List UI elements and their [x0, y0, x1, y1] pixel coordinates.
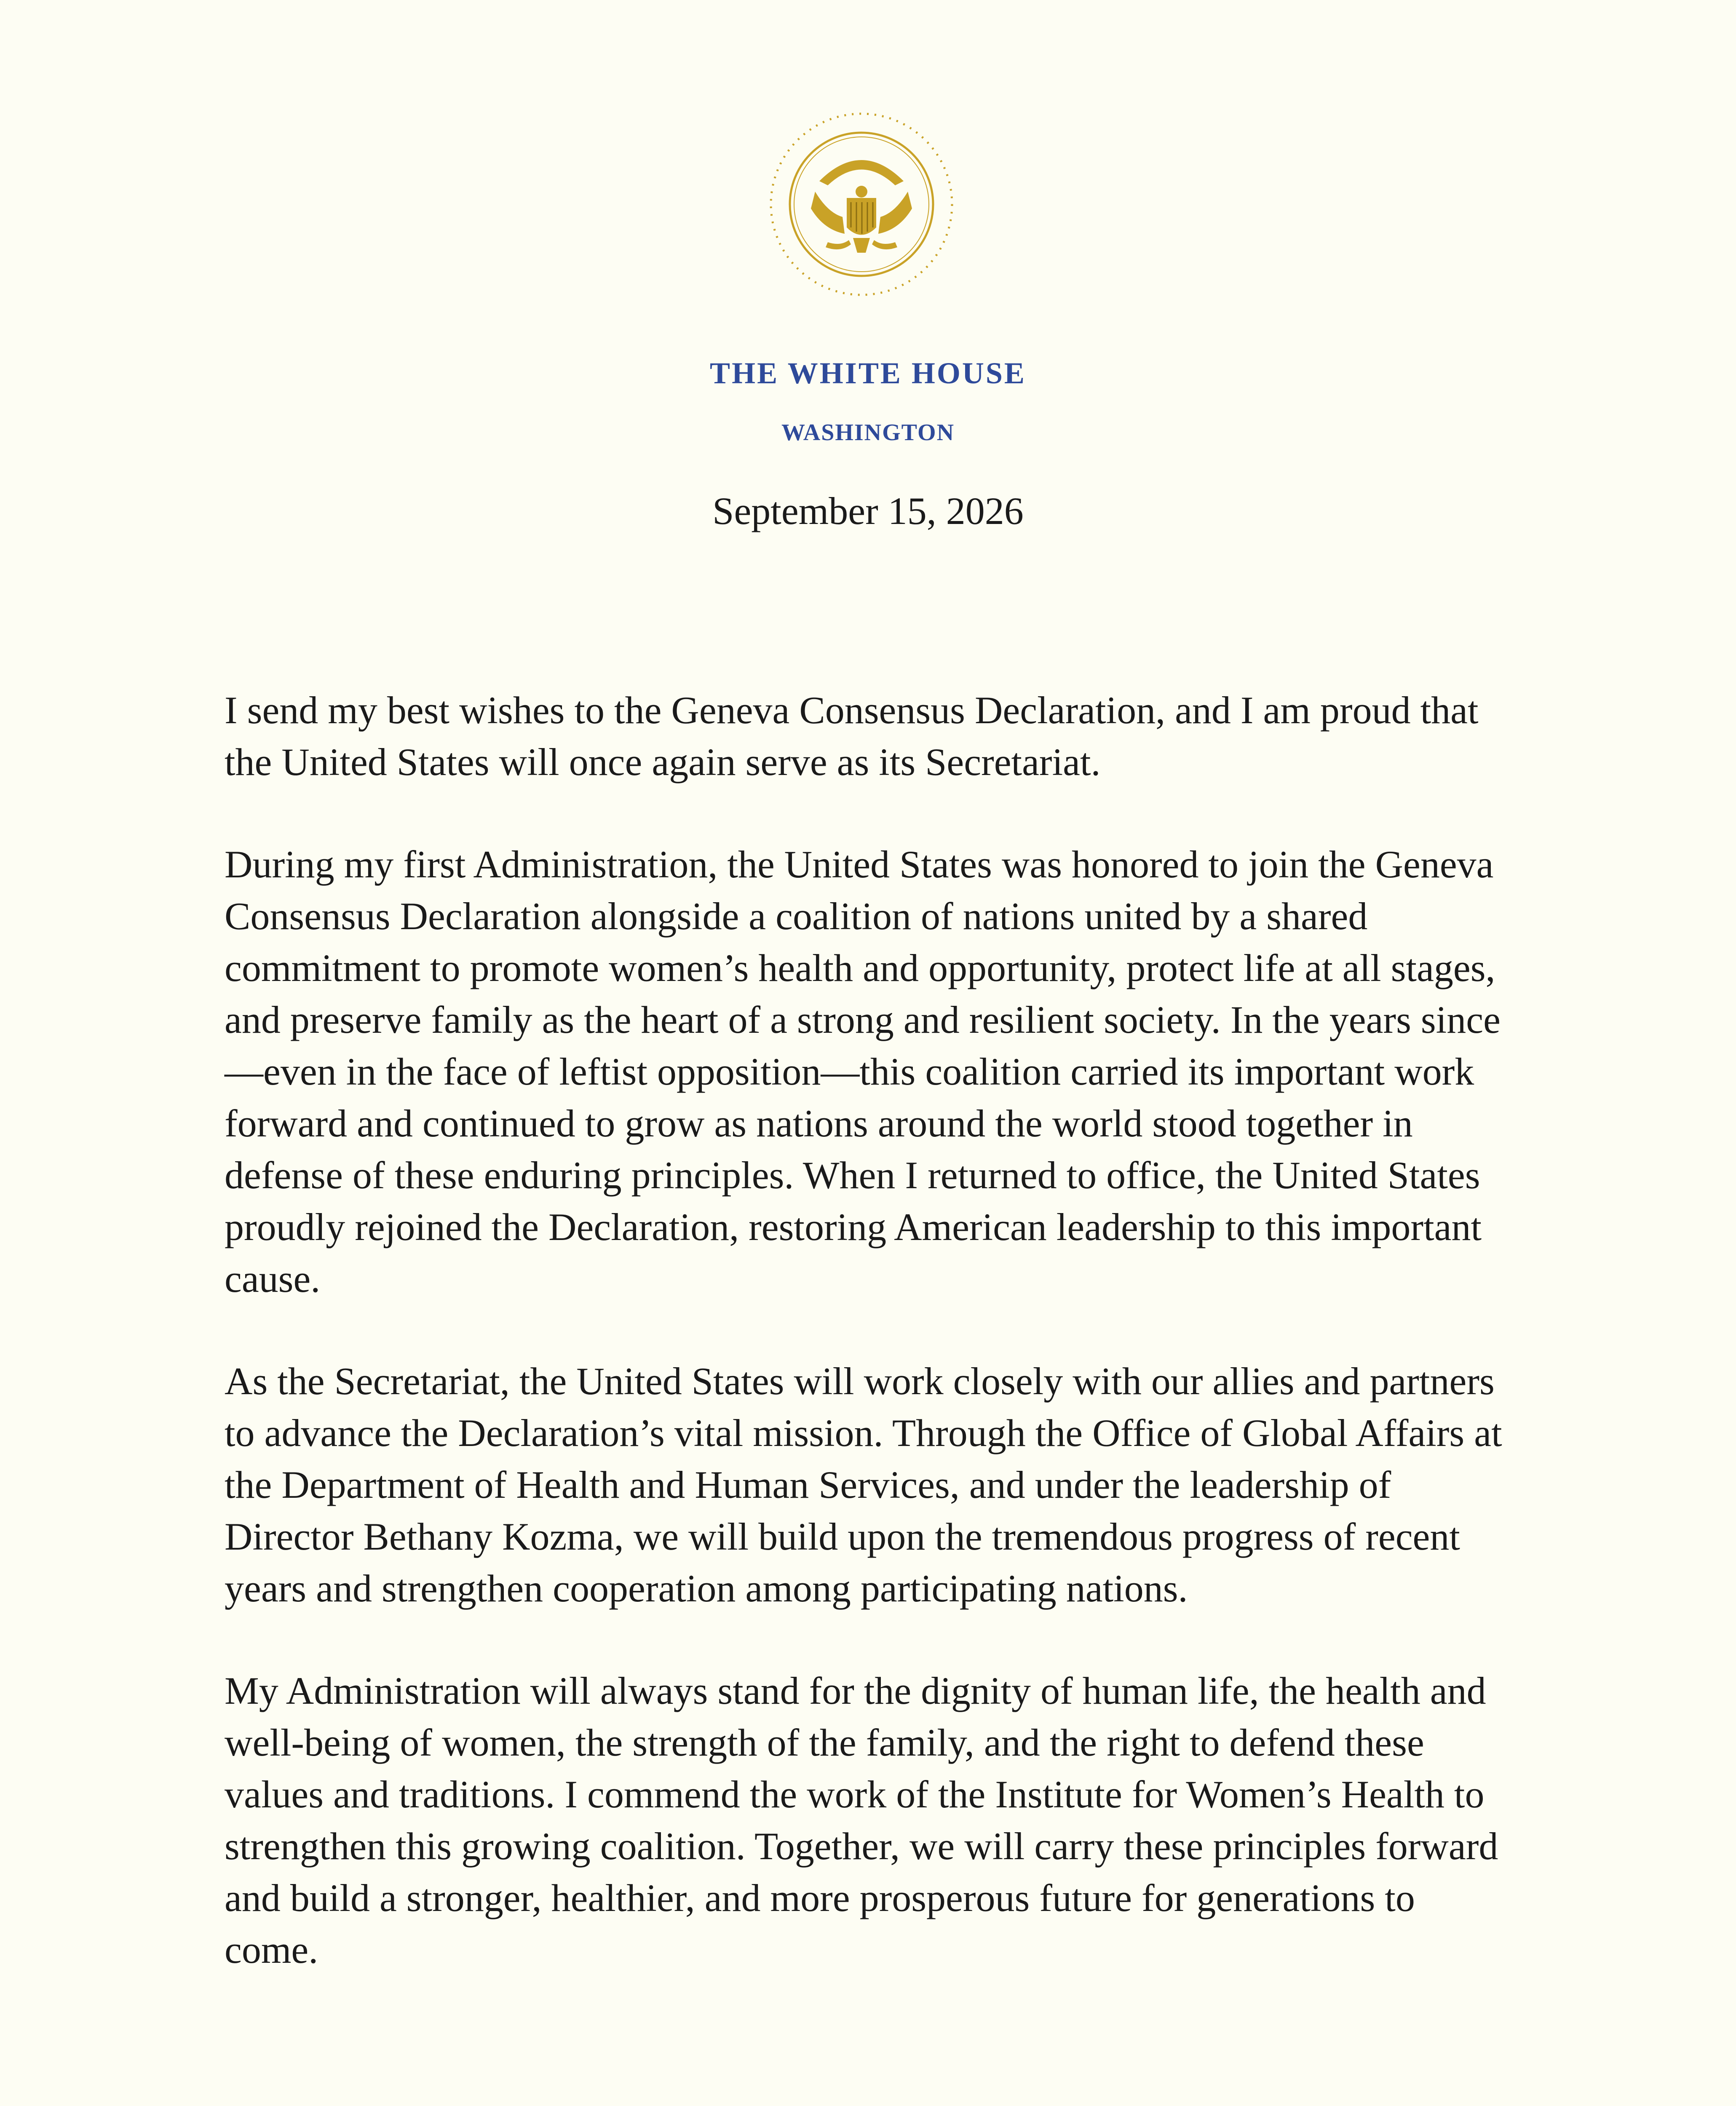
paragraph: My Administration will always stand for the dignity of human life, the health and well-being of women, the strength of the family, and the right to defend these values and traditions. I commend the work of the Institute for Women’s Health to strengthen this growing coalition. Together, we will carry these principles forward and build a stronger, healthier, and more prosperous future for generations to come.	[225, 1669, 1498, 1971]
letterhead-subtitle: WASHINGTON	[781, 420, 955, 446]
presidential-seal-icon	[765, 107, 958, 301]
paragraph: I send my best wishes to the Geneva Consensus Declaration, and I am proud that the United States will once again serve as its Secretariat.	[225, 689, 1479, 783]
letter-body	[225, 684, 1514, 2026]
paragraph: During my first Administration, the United States was honored to join the Geneva Consensus Declaration alongside a coalition of nations united by a shared commitment to promote women’s health and opportunity, protect life at all stages, and preserve family as the heart of a strong and resilient society. In the years since—even in the face of leftist opposition—this coalition carried its important work forward and continued to grow as nations around the world stood together in defense of these enduring principles. When I returned to office, the United States proudly rejoined the Declaration, restoring American leadership to this important cause.	[225, 843, 1501, 1300]
letterhead-title: THE WHITE HOUSE	[710, 356, 1026, 390]
letter-date: September 15, 2026	[712, 489, 1024, 532]
paragraph: As the Secretariat, the United States will work closely with our allies and partners to advance the Declaration’s vital mission. Through the Office of Global Affairs at the Department of Health and Human Services, and under the leadership of Director Bethany Kozma, we will build upon the tremendous progress of recent years and strengthen cooperation among participating nations.	[225, 1360, 1502, 1610]
handwritten-signature-icon	[522, 2081, 1255, 2106]
